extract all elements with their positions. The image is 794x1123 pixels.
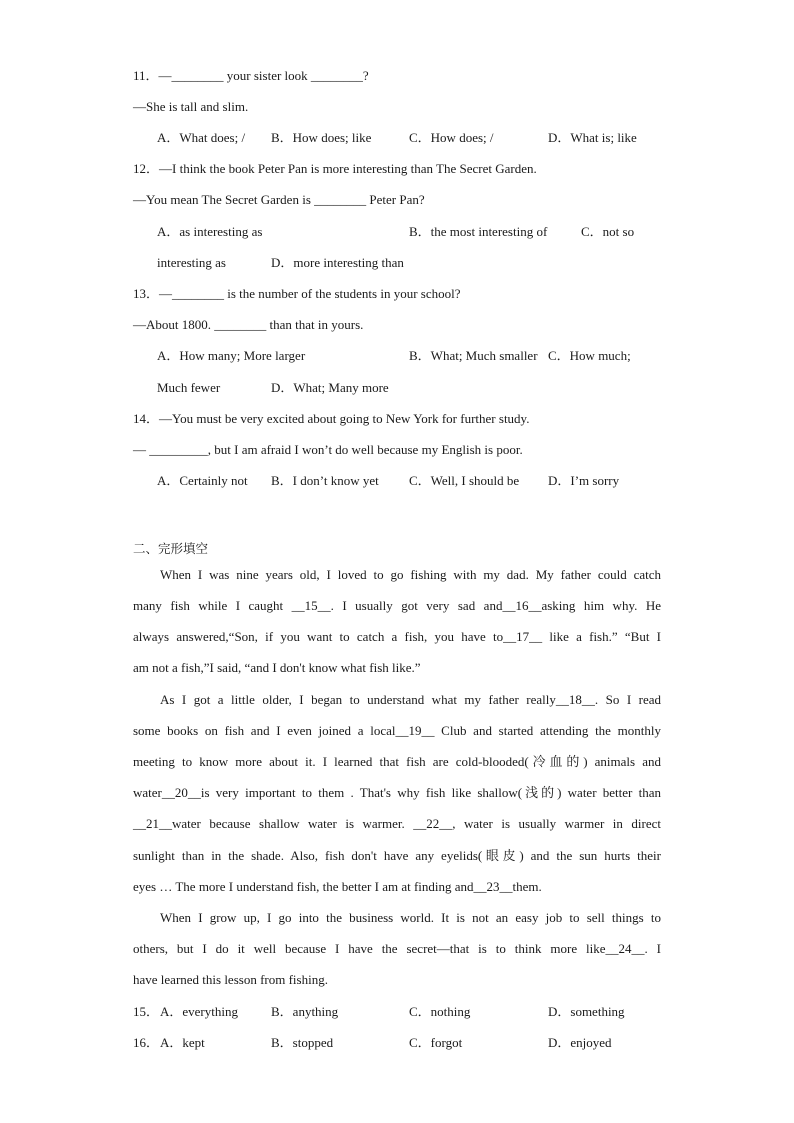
q12-option-c[interactable]: C．not so [581,224,635,239]
q13-option-d[interactable]: D．What; Many more [271,380,389,395]
passage-line: As I got a little older, I began to understand what my father really__18__. So I read [160,692,661,707]
q12-option-c-cont: interesting as [157,255,226,270]
q11-option-a[interactable]: A．What does; / [157,130,246,145]
q11-option-c[interactable]: C．How does; / [409,130,494,145]
section-title: 二、完形填空 [133,541,209,556]
q14-answer-line: — _________, but I am afraid I won’t do well because my English is poor. [133,442,523,457]
q11-option-d[interactable]: D．What is; like [548,130,637,145]
q15-option-c[interactable]: C．nothing [409,1004,471,1019]
q16-number: 16． [133,1035,160,1050]
q14-option-d[interactable]: D．I’m sorry [548,473,620,488]
q14-option-b[interactable]: B．I don’t know yet [271,473,379,488]
q13-option-c[interactable]: C．How much; [548,348,631,363]
q15-option-d[interactable]: D．something [548,1004,625,1019]
passage-line: water__20__is very important to them . That's why fish like shallow(浅的) water better than [133,785,661,800]
q15-option-b[interactable]: B．anything [271,1004,339,1019]
q11-stem: 11．—________ your sister look ________? [133,68,369,83]
q13-answer-line: —About 1800. ________ than that in yours. [133,317,364,332]
q13-option-b[interactable]: B．What; Much smaller [409,348,538,363]
passage-line: When I grow up, I go into the business world. It is not an easy job to sell things to [160,910,661,925]
q12-option-a[interactable]: A．as interesting as [157,224,263,239]
passage-line: meeting to know more about it. I learned that fish are cold-blooded(冷血的) animals and [133,754,661,769]
passage-line: When I was nine years old, I loved to go fishing with my dad. My father could catch [160,567,661,582]
q11-answer-line: —She is tall and slim. [133,99,249,114]
q15-option-a[interactable]: A．everything [160,1004,238,1019]
q16-option-d[interactable]: D．enjoyed [548,1035,612,1050]
q16-option-a[interactable]: A．kept [160,1035,205,1050]
q14-option-a[interactable]: A．Certainly not [157,473,248,488]
q13-option-a[interactable]: A．How many; More larger [157,348,306,363]
q14-option-c[interactable]: C．Well, I should be [409,473,520,488]
q12-option-d[interactable]: D．more interesting than [271,255,404,270]
q15-number: 15． [133,1004,160,1019]
passage-line: eyes … The more I understand fish, the better I am at finding and__23__them. [133,879,542,894]
q12-answer-line: —You mean The Secret Garden is ________ Peter Pan? [133,192,425,207]
q11-option-b[interactable]: B．How does; like [271,130,372,145]
q13-stem: 13．—________ is the number of the students in your school? [133,286,461,301]
q13-option-c-cont: Much fewer [157,380,221,395]
passage-line: some books on fish and I even joined a local__19__ Club and started attending the monthly [133,723,661,738]
passage-line: am not a fish,”I said, “and I don't know what fish like.” [133,660,421,675]
passage-line: sunlight than in the shade. Also, fish don't have any eyelids(眼皮) and the sun hurts their [133,848,661,863]
passage-line: __21__water because shallow water is warmer. __22__, water is usually warmer in direct [133,816,661,831]
q12-option-b[interactable]: B．the most interesting of [409,224,548,239]
passage-line: many fish while I caught __15__. I usually got very sad and__16__asking him why. He [133,598,661,613]
passage-line: have learned this lesson from fishing. [133,972,328,987]
passage-line: others, but I do it well because I have the secret—that is to think more like__24__. I [133,941,661,956]
q16-option-b[interactable]: B．stopped [271,1035,334,1050]
q16-option-c[interactable]: C．forgot [409,1035,463,1050]
passage-line: always answered,“Son, if you want to catch a fish, you have to__17__ like a fish.” “But I [133,629,661,644]
q14-stem: 14．—You must be very excited about going to New York for further study. [133,411,530,426]
q12-stem: 12．—I think the book Peter Pan is more interesting than The Secret Garden. [133,161,537,176]
